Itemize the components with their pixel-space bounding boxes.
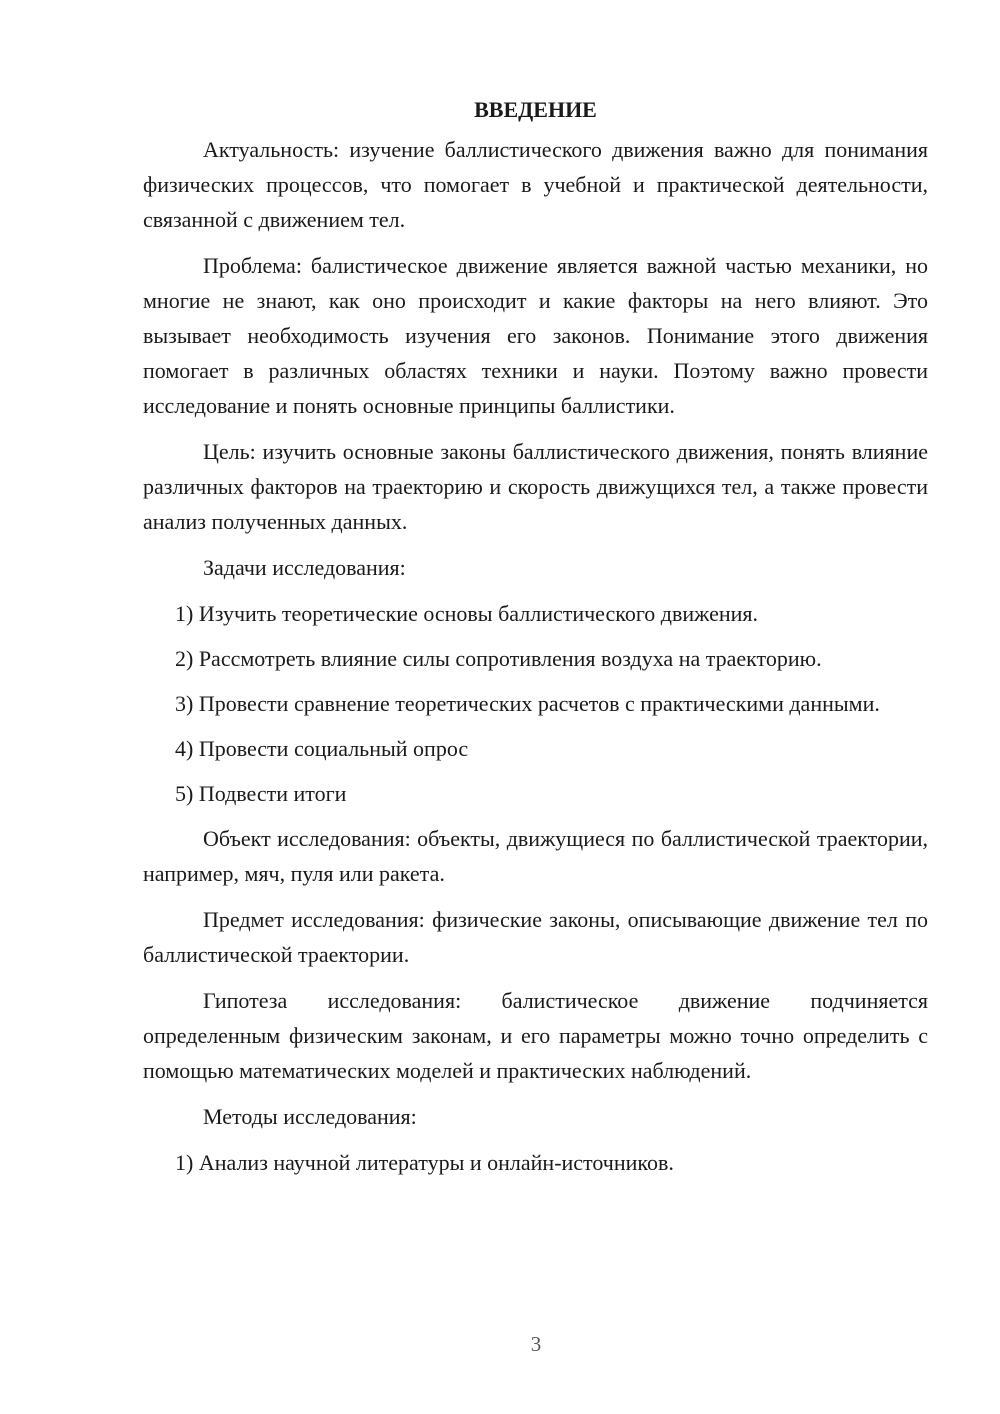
methods-title: Методы исследования: bbox=[203, 1104, 417, 1129]
relevance-paragraph: Актуальность: изучение баллистического движения важно для понимания физических процессов, что помогает в учебной и практической деятельности, связанной с движением тел. bbox=[143, 137, 928, 232]
page-number: 3 bbox=[530, 1332, 542, 1356]
goal-paragraph: Цель: изучить основные законы баллистического движения, понять влияние различных факторов на траекторию и скорость движущихся тел, а также провести анализ полученных данных. bbox=[143, 439, 928, 534]
section-heading: ВВЕДЕНИЕ bbox=[474, 97, 597, 122]
subject-paragraph: Предмет исследования: физические законы, описывающие движение тел по баллистической траектории. bbox=[143, 907, 928, 967]
task-item: 3) Провести сравнение теоретических расчетов с практическими данными. bbox=[175, 691, 880, 716]
task-item: 2) Рассмотреть влияние силы сопротивления воздуха на траекторию. bbox=[175, 646, 822, 671]
hypothesis-paragraph: Гипотеза исследования: балистическое движение подчиняется определенным физическим законам, и его параметры можно точно определить с помощью математических моделей и практических наблюдений. bbox=[143, 988, 928, 1083]
page-content bbox=[143, 92, 928, 1190]
method-item: 1) Анализ научной литературы и онлайн-источников. bbox=[175, 1150, 674, 1175]
tasks-title: Задачи исследования: bbox=[203, 555, 406, 580]
task-item: 5) Подвести итоги bbox=[175, 781, 347, 806]
task-item: 1) Изучить теоретические основы баллистического движения. bbox=[175, 601, 758, 626]
problem-paragraph: Проблема: балистическое движение является важной частью механики, но многие не знают, как оно происходит и какие факторы на него влияют. Это вызывает необходимость изучения его законов. Понимание этого движения помогает в различных областях техники и науки. Поэтому важно провести исследование и понять основные принципы баллистики. bbox=[143, 253, 928, 418]
object-paragraph: Объект исследования: объекты, движущиеся по баллистической траектории, например, мяч, пуля или ракета. bbox=[143, 826, 928, 886]
task-item: 4) Провести социальный опрос bbox=[175, 736, 469, 761]
